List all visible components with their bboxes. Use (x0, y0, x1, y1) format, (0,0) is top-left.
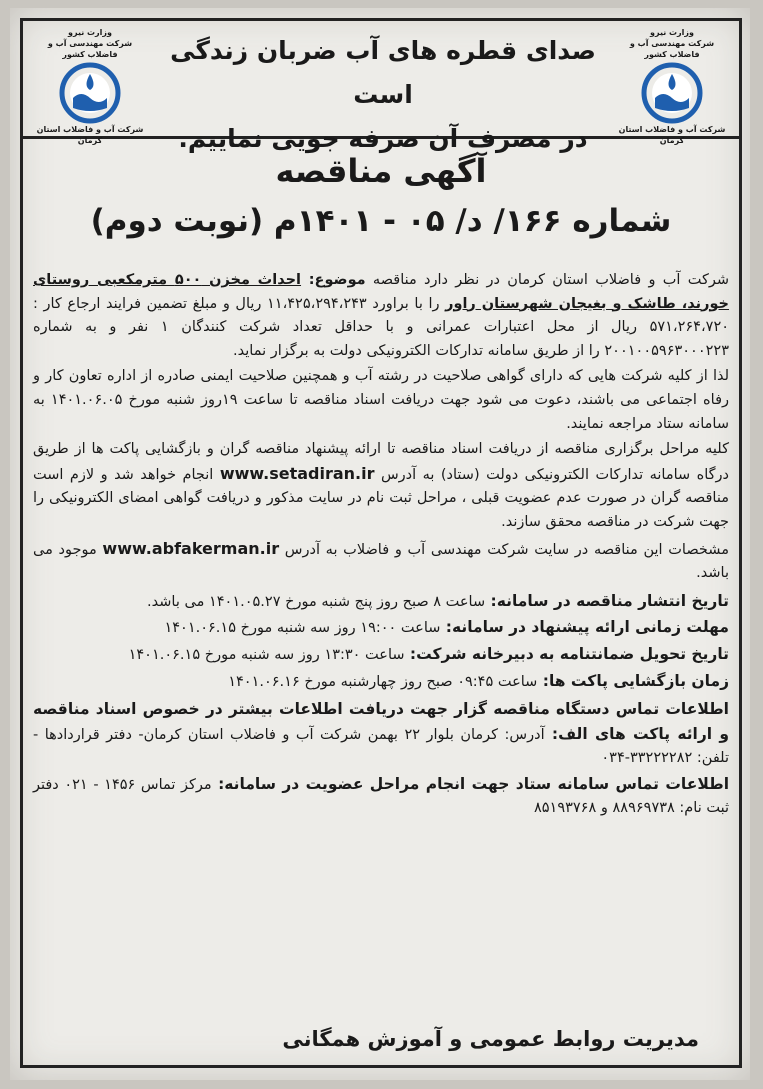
paragraph-procedure (33, 438, 729, 534)
contact-label: اطلاعات تماس سامانه ستاد جهت انجام مراحل عضویت در سامانه: (211, 774, 730, 793)
company-logo-right (617, 27, 727, 145)
slogan-banner (23, 21, 739, 153)
contact-setad (33, 773, 729, 821)
logo-caption-bottom: شرکت آب و فاضلاب استان کرمان (36, 125, 144, 145)
date-value: ساعت ۸ صبح روز پنج شنبه مورخ ۱۴۰۱.۰۵.۲۷ می باشد. (147, 593, 486, 610)
subject-intro: شرکت آب و فاضلاب استان کرمان در نظر دارد مناقصه (365, 272, 730, 288)
slogan-text (153, 29, 613, 153)
date-label: مهلت زمانی ارائه پیشنهاد در سامانه: (440, 618, 729, 637)
notice-number: شماره ۱۶۶/ د/ ۰۵ - ۱۴۰۱م (نوبت دوم) (90, 203, 672, 239)
abfakerman-link[interactable]: www.abfakerman.ir (102, 538, 280, 558)
date-value: ساعت ۱۳:۳۰ روز سه شنبه مورخ ۱۴۰۱.۰۶.۱۵ (128, 646, 405, 663)
paragraph-subject (33, 269, 729, 363)
contact-list (33, 698, 729, 821)
date-opening (33, 670, 729, 695)
specs-text-before: مشخصات این مناقصه در سایت شرکت مهندسی آب و فاضلاب به آدرس (279, 541, 729, 558)
date-value: ساعت ۰۹:۴۵ صبح روز چهارشنبه مورخ ۱۴۰۱.۰۶.۱۶ (228, 673, 538, 690)
date-label: تاریخ تحویل ضمانتنامه به دبیرخانه شرکت: (404, 644, 729, 663)
date-deadline (33, 616, 729, 641)
slogan-line-2: در مصرف آن صرفه جویی نماییم. (178, 124, 588, 153)
company-logo-left (35, 27, 145, 145)
water-drop-logo-icon (641, 62, 703, 124)
notice-title: آگهی مناقصه (275, 152, 487, 190)
logo-caption-sub: شرکت مهندسی آب و فاضلاب کشور (629, 39, 715, 59)
paragraph-invitation: لذا از کلیه شرکت هایی که دارای گواهی صلاحیت در رشته آب و همچنین صلاحیت ایمنی صادره از اداره تعاون کار و رفاه اجتماعی می باشند، دعوت می شود جهت دریافت اسناد مناقصه تا ساعت ۱۹روز شنبه مورخ ۱۴۰۱.۰۶.۰۵ به سامانه ستاد مراجعه نمایند. (33, 368, 729, 432)
subject-label: موضوع: (301, 272, 366, 288)
logo-caption-bottom: شرکت آب و فاضلاب استان کرمان (618, 125, 726, 145)
water-drop-logo-icon (59, 62, 121, 124)
date-publish (33, 590, 729, 615)
contact-label: اطلاعات تماس دستگاه مناقصه گزار جهت دریافت اطلاعات بیشتر در خصوص اسناد مناقصه و ارائه پاکت های الف: (33, 700, 729, 743)
date-label: تاریخ انتشار مناقصه در سامانه: (485, 591, 729, 610)
logo-caption-sub: شرکت مهندسی آب و فاضلاب کشور (47, 39, 133, 59)
tender-notice-frame (20, 18, 742, 1068)
date-value: ساعت ۱۹:۰۰ روز سه شنبه مورخ ۱۴۰۱.۰۶.۱۵ (164, 620, 441, 637)
date-label: زمان بازگشایی پاکت ها: (537, 671, 729, 690)
procedure-text-before: کلیه مراحل برگزاری مناقصه از دریافت اسناد مناقصه تا ارائه پیشنهاد مناقصه گران و بازگشایی پاکت ها از طریق درگاه سامانه تدارکات الکترونیکی دولت (ستاد) به آدرس (33, 441, 729, 483)
subject-details: را با براورد ۱۱،۴۲۵،۲۹۴،۲۴۳ ریال و مبلغ تضمین فرایند ارجاع کار : ۵۷۱،۲۶۴،۷۲۰ ریال از محل اعتبارات عمرانی و با حداقل تعداد شرکت کنندگان ۱ نفر و به شماره ۲۰۰۱۰۰۵۹۶۳۰۰۰۲۲۳ را از طریق سامانه تدارکات الکترونیکی دولت به برگزار نماید. (33, 295, 730, 359)
notice-body (33, 269, 729, 823)
contact-value: مرکز تماس ۱۴۵۶ - ۰۲۱ دفتر ثبت نام: ۸۸۹۶۹۷۳۸ و ۸۵۱۹۳۷۶۸ (33, 776, 729, 817)
procedure-text-after: انجام خواهد شد و لازم است مناقصه گران در صورت عدم عضویت قبلی ، مراحل ثبت نام در سایت مذکور و دریافت گواهی امضای الکترونیکی را جهت شرکت در مناقصه محقق سازند. (33, 466, 729, 530)
slogan-line-1: صدای قطره های آب ضربان زندگی است (170, 36, 596, 109)
dates-list (33, 590, 729, 694)
paragraph-specs (33, 537, 729, 586)
date-guarantee (33, 643, 729, 668)
contact-tenderer (33, 698, 729, 771)
specs-text-after: موجود می باشد. (33, 541, 729, 582)
subject-text: احداث مخزن ۵۰۰ مترمکعبی روستای خورند، طاشک و بغیجان شهرستان راور (33, 272, 730, 312)
signature-department: مدیریت روابط عمومی و آموزش همگانی (282, 1027, 699, 1051)
logo-caption-top: وزارت نیرو (68, 28, 112, 37)
contact-value: آدرس: کرمان بلوار ۲۲ بهمن شرکت آب و فاضلاب استان کرمان- دفتر قراردادها - تلفن: ۳۳۲۲۲۲۸۲-۰۳۴ (33, 726, 729, 767)
setadiran-link[interactable]: www.setadiran.ir (219, 463, 375, 483)
logo-caption-top: وزارت نیرو (650, 28, 694, 37)
